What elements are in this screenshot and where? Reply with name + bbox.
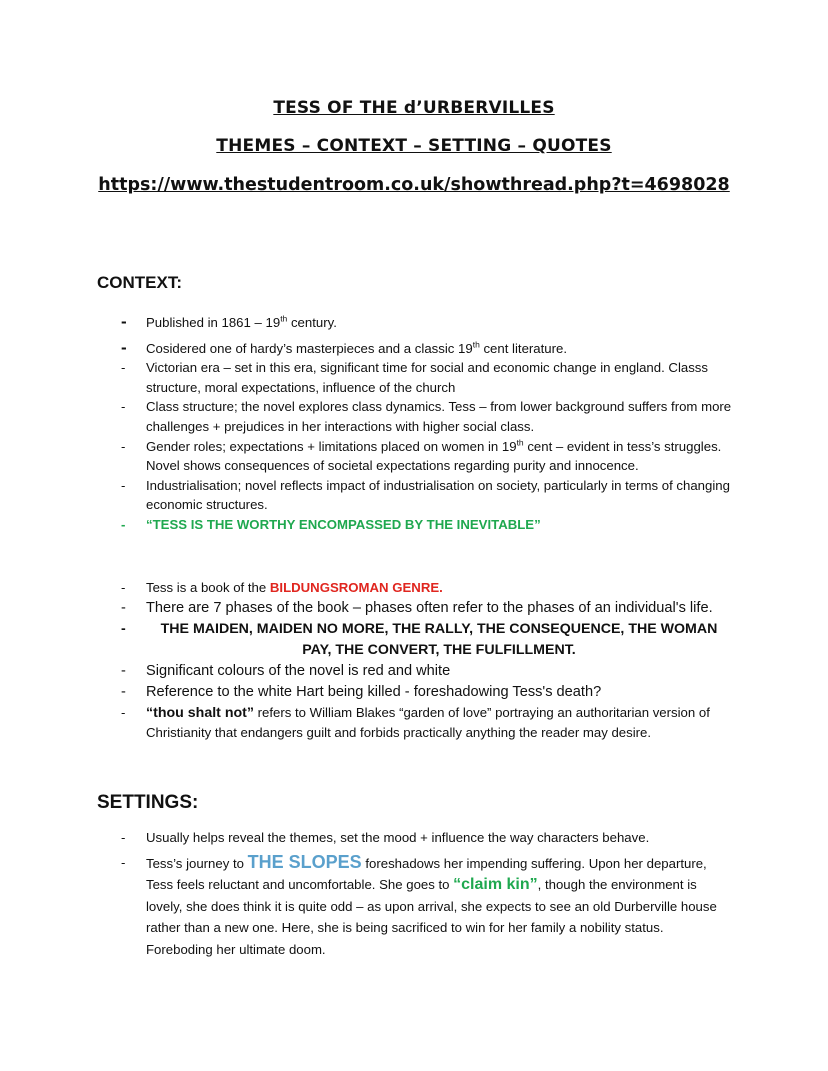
list-item: - Tess is a book of the BILDUNGSROMAN GENRE.	[0, 578, 828, 598]
list-item: - Gender roles; expectations + limitations placed on women in 19th cent – evident in tess’s struggles. Novel shows consequences of societal expectations regarding purity and innocence.	[121, 437, 722, 474]
dash-bullet: -	[121, 599, 126, 616]
dash-bullet: -	[121, 337, 127, 357]
list-item: - There are 7 phases of the book – phases often refer to the phases of an individual's life.	[0, 598, 828, 619]
settings-heading: SETTINGS:	[97, 792, 199, 813]
dash-bullet: -	[121, 360, 126, 376]
list-item: - Cosidered one of hardy’s masterpieces and a classic 19th cent literature.	[121, 337, 568, 357]
list-item-phases: - THE MAIDEN, MAIDEN NO MORE, THE RALLY, THE CONSEQUENCE, THE WOMAN PAY, THE CONVERT, THE FULFILLMENT.	[121, 620, 718, 658]
list-item: - Industrialisation; novel reflects impact of industrialisation on society, particularly in terms of changing economic structures.	[121, 477, 730, 513]
list-item: - Tess’s journey to THE SLOPES foreshadows her impending suffering. Upon her departure, Tess feels reluctant and uncomfortable. She goes to “claim kin”, though the environment is lovely, she does think it is quite odd – as upon arrival, she expects to see an old Durberville house rather than a new one. Here, she is being sacrificed to win for her family a nobility status. Foreboding her ultimate doom.	[121, 851, 717, 957]
genre-list	[0, 578, 828, 743]
dash-bullet: -	[121, 683, 126, 700]
reference-link[interactable]: https://www.thestudentroom.co.uk/showthread.php?t=4698028	[98, 175, 730, 195]
dash-bullet: -	[121, 662, 126, 679]
dash-bullet: -	[121, 477, 126, 493]
dash-bullet: -	[121, 830, 126, 845]
context-list	[0, 313, 828, 535]
list-item: - “thou shalt not” refers to William Blakes “garden of love” portraying an authoritarian version of Christianity that endangers guilt and forbids practically anything the reader may desire.	[121, 704, 710, 741]
dash-bullet: -	[121, 312, 127, 331]
document-subtitle: THEMES – CONTEXT – SETTING – QUOTES	[216, 136, 612, 156]
list-item: - Class structure; the novel explores class dynamics. Tess – from lower background suffers from more challenges + prejudices in her interactions with higher social class.	[121, 399, 732, 434]
dash-bullet: -	[121, 854, 126, 870]
dash-bullet: -	[121, 580, 126, 595]
list-item: - Victorian era – set in this era, significant time for social and economic change in england. Classs structure, moral expectations, influence of the church	[121, 360, 708, 395]
dash-bullet: -	[121, 438, 126, 454]
list-item: - Significant colours of the novel is red and white	[0, 661, 828, 682]
list-item: - Published in 1861 – 19th century.	[121, 312, 337, 331]
dash-bullet: -	[121, 620, 126, 637]
settings-list	[0, 828, 828, 960]
list-item-quote: - “TESS IS THE WORTHY ENCOMPASSED BY THE INEVITABLE”	[0, 515, 828, 535]
list-item: - Usually helps reveal the themes, set the mood + influence the way characters behave.	[0, 828, 828, 848]
dash-bullet: -	[121, 704, 126, 720]
dash-bullet: -	[121, 399, 126, 415]
dash-bullet: -	[121, 516, 126, 532]
document-title: TESS OF THE d’URBERVILLES	[273, 98, 555, 118]
context-heading: CONTEXT:	[97, 273, 182, 292]
list-item: - Reference to the white Hart being killed - foreshadowing Tess's death?	[0, 682, 828, 703]
